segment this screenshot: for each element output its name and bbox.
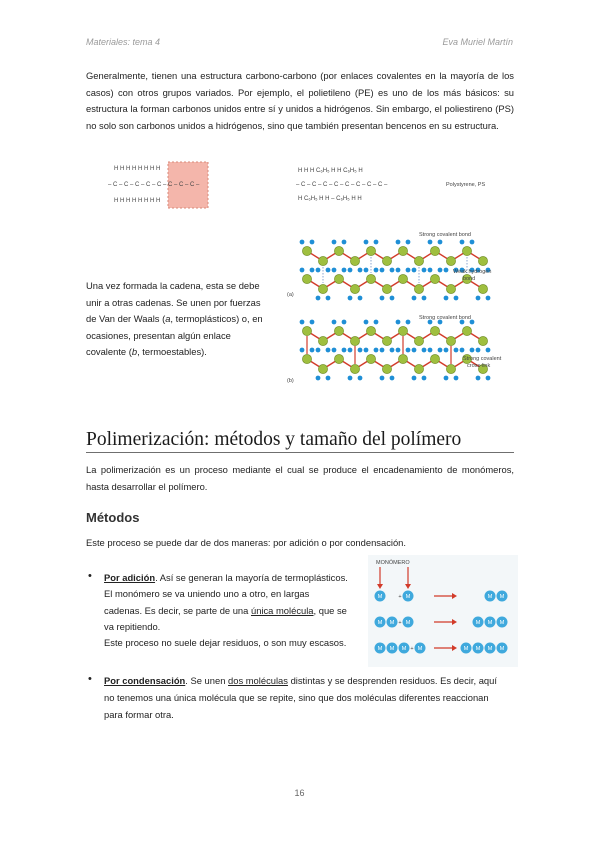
bullet-dot-condensation: • — [88, 673, 92, 685]
monomer-label: MONÓMERO — [376, 560, 410, 566]
hydrogen-atom — [406, 268, 411, 273]
carbon-atom — [334, 354, 343, 363]
carbon-atom — [446, 284, 455, 293]
backbone — [307, 279, 483, 289]
hydrogen-atom — [310, 348, 315, 353]
monomer-letter: M — [401, 646, 407, 652]
hydrogen-atom — [428, 240, 433, 245]
carbon-atom — [302, 326, 311, 335]
condensation-title: Por condensación — [104, 675, 186, 686]
monomer-letter: M — [405, 620, 411, 626]
hydrogen-atom — [342, 240, 347, 245]
hydrogen-atom — [390, 348, 395, 353]
hydrogen-atom — [358, 268, 363, 273]
hydrogen-atom — [374, 320, 379, 325]
crosslink-label: Strong covalent — [463, 356, 502, 362]
carbon-atom — [462, 246, 471, 255]
carbon-atom — [318, 256, 327, 265]
monomer-letter: M — [377, 594, 383, 600]
backbone — [307, 331, 483, 341]
monomer-letter: M — [475, 620, 481, 626]
bullet-dot-addition: • — [88, 570, 92, 582]
hydrogen-atom — [438, 348, 443, 353]
carbon-atom — [334, 274, 343, 283]
chain-line-2: unir a otras cadenas. Se unen por fuerzas — [86, 296, 261, 308]
ps-top-row: H H H C₆H₅ H H C₆H₅ H — [298, 168, 363, 174]
hydrogen-atom — [406, 320, 411, 325]
hydrogen-atom — [374, 240, 379, 245]
hydrogen-atom — [422, 268, 427, 273]
methods-intro: Este proceso se puede dar de dos maneras: por adición o por condensación. — [86, 537, 406, 548]
hydrogen-atom — [380, 348, 385, 353]
addition-line-4: va repitiendo. — [104, 620, 161, 632]
monomer-letter: M — [405, 594, 411, 600]
weak-hydrogen-label: Weak hydrogen — [453, 269, 492, 275]
monomer-letter: M — [487, 594, 493, 600]
hydrogen-atom — [396, 240, 401, 245]
chain-line-4: ocasiones, presentan algún enlace — [86, 329, 231, 341]
hydrogen-atom — [380, 296, 385, 301]
monomer-letter: M — [389, 620, 395, 626]
carbon-atom — [302, 246, 311, 255]
backbone — [307, 359, 483, 369]
hydrogen-atom — [476, 296, 481, 301]
monomer-letter: M — [499, 594, 505, 600]
carbon-atom — [398, 274, 407, 283]
hydrogen-atom — [364, 268, 369, 273]
header-right: Eva Muriel Martín — [442, 37, 513, 47]
section-title: Polimerización: métodos y tamaño del polímero — [86, 429, 462, 450]
hydrogen-atom — [460, 348, 465, 353]
hydrogen-atom — [310, 320, 315, 325]
hydrogen-atom — [396, 268, 401, 273]
polystyrene-label: Polystyrene, PS — [446, 182, 486, 188]
section-intro: La polimerización es un proceso mediante el cual se produce el encadenamiento de monómeros, hasta desarrollar el polímero. — [86, 464, 514, 492]
hydrogen-atom — [364, 240, 369, 245]
carbon-atom — [350, 336, 359, 345]
hydrogen-atom — [444, 268, 449, 273]
hydrogen-atom — [476, 348, 481, 353]
hydrogen-atom — [412, 268, 417, 273]
carbon-atom — [478, 256, 487, 265]
hydrogen-atom — [460, 240, 465, 245]
hydrogen-atom — [438, 268, 443, 273]
hydrogen-atom — [422, 296, 427, 301]
hydrogen-atom — [300, 240, 305, 245]
hydrogen-atom — [326, 376, 331, 381]
hydrogen-atom — [310, 268, 315, 273]
carbon-atom — [334, 326, 343, 335]
chain-line-3: de Van der Waals (a, termoplásticos) o, en — [86, 313, 263, 324]
monomer-addition-figure — [368, 555, 518, 667]
hydrogen-atom — [390, 296, 395, 301]
hydrogen-atom — [364, 320, 369, 325]
crosslink-label-2: cross-link — [467, 363, 491, 369]
carbon-atom — [366, 354, 375, 363]
hydrogen-atom — [358, 296, 363, 301]
carbon-atom — [414, 284, 423, 293]
carbon-atom — [446, 364, 455, 373]
backbone — [307, 251, 483, 261]
monomer-letter: M — [377, 620, 383, 626]
monomer-letter: M — [417, 646, 423, 652]
hydrogen-atom — [326, 268, 331, 273]
addition-line-1: Por adición. Así se generan la mayoría de termoplásticos. — [104, 572, 348, 583]
carbon-atom — [302, 274, 311, 283]
carbon-atom — [382, 336, 391, 345]
hydrogen-atom — [444, 296, 449, 301]
carbon-atom — [478, 284, 487, 293]
hydrogen-atom — [364, 348, 369, 353]
hydrogen-atom — [358, 348, 363, 353]
bullet-condensation — [104, 673, 514, 723]
condensation-line-2: no tenemos una única molécula que se repite, sino que dos moléculas diferentes reaccionan — [104, 691, 489, 703]
hydrogen-atom — [332, 320, 337, 325]
monomer-letter: M — [377, 646, 383, 652]
hydrogen-atom — [348, 348, 353, 353]
chain-line-5: covalente (b, termoestables). — [86, 346, 207, 357]
hydrogen-atom — [476, 376, 481, 381]
hydrogen-atom — [380, 268, 385, 273]
carbon-atom — [430, 274, 439, 283]
ps-bottom-row: H C₆H₅ H H – C₆H₅ H H — [298, 196, 362, 202]
carbon-atom — [366, 246, 375, 255]
hydrogen-atom — [406, 348, 411, 353]
subsection-title: Métodos — [86, 510, 140, 525]
hydrogen-atom — [406, 240, 411, 245]
hydrogen-atom — [348, 296, 353, 301]
addition-line-2: El monómero se va uniendo uno a otro, en largas — [104, 588, 310, 600]
hydrogen-atom — [454, 376, 459, 381]
hydrogen-atom — [438, 240, 443, 245]
carbon-atom — [318, 336, 327, 345]
carbon-atom — [382, 284, 391, 293]
carbon-atom — [350, 256, 359, 265]
carbon-atom — [382, 364, 391, 373]
strong-bond-label-a: Strong covalent bond — [419, 232, 471, 238]
hydrogen-atom — [470, 240, 475, 245]
carbon-atom — [414, 336, 423, 345]
carbon-atom — [350, 364, 359, 373]
hydrogen-atom — [412, 348, 417, 353]
hydrogen-atom — [444, 348, 449, 353]
monomer-letter: M — [475, 646, 481, 652]
carbon-atom — [430, 326, 439, 335]
polystyrene-structure — [296, 168, 485, 202]
hydrogen-atom — [310, 240, 315, 245]
monomer-letter: M — [389, 646, 395, 652]
plus-sign: + — [410, 646, 414, 652]
hydrogen-atom — [342, 268, 347, 273]
carbon-atom — [318, 284, 327, 293]
carbon-atom — [366, 326, 375, 335]
monomer-letter: M — [499, 646, 505, 652]
monomer-letter: M — [487, 620, 493, 626]
hydrogen-atom — [454, 296, 459, 301]
polymer-structures-figure — [108, 160, 518, 210]
hydrogen-atom — [300, 320, 305, 325]
hydrogen-atom — [428, 348, 433, 353]
hydrogen-atom — [396, 320, 401, 325]
hydrogen-atom — [444, 376, 449, 381]
carbon-atom — [302, 354, 311, 363]
hydrogen-atom — [486, 348, 491, 353]
hydrogen-atom — [342, 320, 347, 325]
strong-bond-label-b: Strong covalent bond — [419, 315, 471, 321]
page-number: 16 — [294, 788, 305, 798]
hydrogen-atom — [422, 376, 427, 381]
carbon-atom — [366, 274, 375, 283]
condensation-line-3: para formar otra. — [104, 708, 174, 720]
carbon-atom — [398, 246, 407, 255]
hydrogen-atom — [396, 348, 401, 353]
hydrogen-atom — [348, 376, 353, 381]
label-b: (b) — [287, 378, 294, 384]
hydrogen-atom — [358, 376, 363, 381]
carbon-atom — [318, 364, 327, 373]
carbon-atom — [350, 284, 359, 293]
hydrogen-atom — [454, 348, 459, 353]
carbon-atom — [398, 326, 407, 335]
carbon-atom — [478, 336, 487, 345]
weak-hydrogen-label-2: bond — [463, 276, 476, 282]
carbon-atom — [414, 364, 423, 373]
hydrogen-atom — [374, 348, 379, 353]
bullet-addition — [104, 570, 358, 651]
intro-paragraph: Generalmente, tienen una estructura carbono-carbono (por enlaces covalentes en la mayoría de los casos) con otros grupos variados. Por ejemplo, el polietileno (PE) es uno de los más básicos: su estructura la forman carbonos unidos entre sí y unidos a hidrógenos. Sin embargo, el poliestireno (PS) no solo son carbonos unidos a hidrógenos, sino que también presentan bencenos en su estructura. — [86, 70, 514, 131]
svg-text:H H H H H H: H H H H H H H H — [114, 166, 161, 172]
condensation-line-1: Por condensación. Se unen dos moléculas distintas y se desprenden residuos. Es decir, aquí — [104, 675, 497, 686]
hydrogen-atom — [374, 268, 379, 273]
plus-sign: + — [398, 620, 402, 626]
carbon-atom — [462, 326, 471, 335]
ps-chain-row: – C – C – C – C – C – C – C – C – — [296, 182, 388, 188]
carbon-atom — [398, 354, 407, 363]
carbon-atom — [446, 256, 455, 265]
polymer-chains-figure — [285, 226, 525, 391]
hydrogen-atom — [390, 376, 395, 381]
carbon-atom — [430, 246, 439, 255]
hydrogen-atom — [300, 348, 305, 353]
hydrogen-atom — [428, 268, 433, 273]
hydrogen-atom — [316, 268, 321, 273]
hydrogen-atom — [342, 348, 347, 353]
header-left: Materiales: tema 4 — [86, 37, 161, 47]
svg-text:– C – C – C – C – C – C – C –: – C – C – C – C – C – C – C – C – — [108, 182, 200, 188]
hydrogen-atom — [332, 268, 337, 273]
hydrogen-atom — [486, 296, 491, 301]
chain-line-1: Una vez formada la cadena, esta se debe — [86, 280, 260, 291]
carbon-atom — [334, 246, 343, 255]
carbon-atom — [414, 256, 423, 265]
hydrogen-atom — [390, 268, 395, 273]
carbon-atom — [446, 336, 455, 345]
hydrogen-atom — [332, 348, 337, 353]
hydrogen-atom — [316, 348, 321, 353]
carbon-atom — [430, 354, 439, 363]
monomer-letter: M — [499, 620, 505, 626]
section-divider — [86, 452, 514, 453]
monomer-letter: M — [487, 646, 493, 652]
hydrogen-atom — [316, 296, 321, 301]
svg-text:H H H H H H: H H H H H H H H — [114, 198, 161, 204]
label-a: (a) — [287, 292, 294, 298]
monomer-letter: M — [463, 646, 469, 652]
hydrogen-atom — [326, 296, 331, 301]
hydrogen-atom — [326, 348, 331, 353]
hydrogen-atom — [300, 268, 305, 273]
hydrogen-atom — [470, 348, 475, 353]
chain-paragraph — [86, 278, 276, 361]
carbon-atom — [382, 256, 391, 265]
hydrogen-atom — [486, 376, 491, 381]
hydrogen-atom — [316, 376, 321, 381]
hydrogen-atom — [348, 268, 353, 273]
hydrogen-atom — [422, 348, 427, 353]
hydrogen-atom — [412, 296, 417, 301]
hydrogen-atom — [380, 376, 385, 381]
hydrogen-atom — [412, 376, 417, 381]
chains-thermoset — [300, 320, 491, 381]
addition-title: Por adición — [104, 572, 156, 583]
addition-line-3: cadenas. Es decir, se parte de una única molécula, que se — [104, 604, 347, 616]
hydrogen-atom — [332, 240, 337, 245]
plus-sign: + — [398, 594, 402, 600]
addition-line-5: Este proceso no suele dejar residuos, o son muy escasos. — [104, 637, 347, 649]
